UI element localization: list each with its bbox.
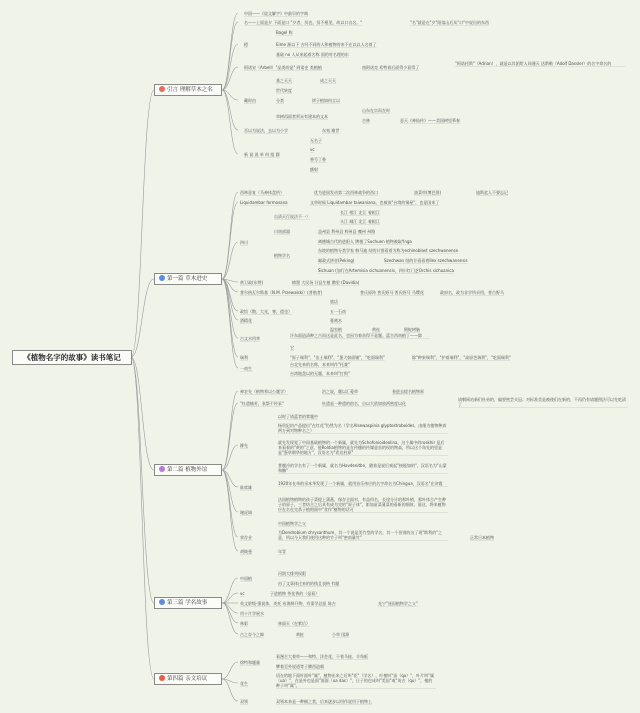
chapter-2[interactable] <box>154 464 222 476</box>
leaf-text: 黄桩 <box>296 632 304 637</box>
leaf-text: 由了文章体过来的的钱且表格 有题 <box>278 581 340 586</box>
leaf-text: 瑞利 <box>240 355 248 360</box>
chapter-label: 第二篇 植物外谊 <box>167 467 208 473</box>
root-node[interactable]: 《植物名字的故事》读书笔记 <box>12 350 132 365</box>
connector-line <box>222 279 238 357</box>
leaf-text: 酒精花 <box>240 318 252 323</box>
leaf-text: 长江 相江 北江 着根江 <box>340 210 380 215</box>
leaf-text: 头江 城江 北江 着根江 <box>340 219 380 224</box>
chapter-label: 第一篇 草木进史 <box>167 276 208 282</box>
leaf-text: 卷进去提名植物界 <box>392 389 424 394</box>
leaf-text: 油菜草(博巴图) <box>414 190 442 195</box>
chapter-3[interactable] <box>154 597 222 609</box>
leaf-text: 普氏原羚 普氏野马 普氏野马 马缨花 <box>360 290 424 295</box>
leaf-text: 英文阶级·强说体，麦托 布海鲜开物，有需学总纽 陈吉 <box>240 601 336 606</box>
leaf-text: 一南生 <box>240 366 252 371</box>
leaf-text: 河润大排列权限 <box>278 571 306 576</box>
leaf-text: 柳先 <box>240 443 248 448</box>
leaf-text: 台北先来的名称，本来叫作"托兼" <box>290 362 350 367</box>
leaf-text: 年青 <box>278 549 286 554</box>
leaf-text: "名"就是在"夕"阳落山后从"口"中说出的东西 <box>410 20 490 25</box>
leaf-text: 无名子 <box>310 138 322 143</box>
leaf-text: 邮政式拼音(Peking) <box>318 258 355 263</box>
leaf-text: 植物学名 <box>274 253 290 258</box>
leaf-text: 旅店 <box>330 299 338 304</box>
leaf-text: 谢虎调 <box>240 510 252 515</box>
leaf-text: 迪斯盆人不要忘记 <box>476 190 508 195</box>
leaf-text: 台湾地盘以的无题，本来叫"打狗" <box>290 371 350 376</box>
leaf-text: 东夷 谢世 <box>322 128 340 133</box>
leaf-text: 古文水用华 <box>240 336 260 341</box>
leaf-text: 杜遗是一种遗的宿名，自以大依如放两密度以化 <box>322 401 406 406</box>
leaf-text: 法国植物植物的孩子菜提上蒲燕，保存全面对，有益用名，长途分计的那叶梢，那叶体合产生种子的原子，三者结合之后具有成为完的"原子体"，如加苗菜蒲菜的看新的细体，面这，将来植物应在名在完杀子植相面中"食作"植物的话可 <box>278 497 446 512</box>
leaf-text: 樟墨 大民场 计县生植 鹅里 (Davidia) <box>292 280 360 285</box>
leaf-text: 中国——《说文解字》中最早的字典 <box>244 11 308 16</box>
leaf-text: 古之存今之障 <box>240 632 264 637</box>
leaf-text: 普腹冷的学名有了一个新属，就名为Havdenitbn，随着是说后观起"接能如的"，汉语名为"山蒙和酶" <box>278 463 447 473</box>
leaf-text: 1920年在单的采本华发现了一个新属，就用首乐伟应的名字命名为Chingua，汉语名"在诗霞 <box>278 481 443 486</box>
leaf-text: Szechwan 结的计看看着Ilex szechwanensis <box>384 258 468 263</box>
connector-line <box>222 279 238 338</box>
leaf-text: 小草 国源 <box>332 632 350 637</box>
leaf-text: 蔓离木 <box>330 318 342 323</box>
leaf-text: 倒蛇树脑 <box>404 327 420 332</box>
leaf-text: 山东在宗而在时 <box>362 108 390 113</box>
chapter-icon <box>159 466 165 472</box>
chapter-1[interactable] <box>154 273 222 285</box>
leaf-text: 治之说，题以汇菱草 <box>322 389 358 394</box>
leaf-text: 香号丁香 <box>310 157 326 162</box>
leaf-text: Liquidambar formosana <box>240 200 288 205</box>
leaf-text: 东坡的植物分类学家 韩马迪 结的计图看着为称为echinoblast szechwanense <box>318 248 459 253</box>
leaf-text: Sichuan (加行在Artemisia sichuanensis，四川红门芝Orchis sichuanica <box>318 268 454 273</box>
chapter-icon <box>159 275 165 281</box>
leaf-text: 神农先（植物养以公题学） <box>240 389 288 394</box>
leaf-text: 额射 <box>310 167 318 172</box>
leaf-text: 徐特和题量 <box>240 660 260 665</box>
leaf-text: 藏时由 <box>244 98 256 103</box>
leaf-text: Bagel 称 <box>276 30 293 35</box>
leaf-text: 西林意复（马神体盘所） <box>240 190 284 195</box>
leaf-text: 双领 <box>240 699 248 704</box>
leaf-text: 林彩 <box>240 621 248 626</box>
connector-line <box>222 662 238 679</box>
leaf-text: 吾以为说法，去以为小学 <box>244 128 288 133</box>
leaf-text: 草树再面者须未有建本的文本 <box>276 114 328 119</box>
leaf-text: 荣存业 <box>240 535 252 540</box>
leaf-text: 名——上面是夕 下面是口 "夕者，冥也。冥不相见，故以口自名。" <box>244 20 363 25</box>
connector-line <box>222 202 238 279</box>
leaf-text: vc <box>310 147 315 152</box>
leaf-text: 优为进国发动第二次西林战争的西口 <box>314 190 378 195</box>
connector-line <box>222 679 238 701</box>
chapter-icon <box>159 86 165 92</box>
leaf-text: vc <box>240 591 245 596</box>
connector-line <box>222 22 238 90</box>
leaf-text: 光宁"迷国植物学之父" <box>378 601 418 606</box>
connector-line <box>222 593 238 603</box>
leaf-text: 橙 <box>244 42 248 47</box>
leaf-text: 子进植物 茶花香的（是看） <box>270 591 320 596</box>
connector-line <box>131 357 154 470</box>
leaf-text: 世代转度 <box>276 88 292 93</box>
leaf-text: 黄卫政(东赞) <box>240 280 264 285</box>
leaf-text: 黄连 <box>372 327 380 332</box>
connector-line <box>222 279 238 311</box>
leaf-text: 攀着至外说道等子腾西造载 <box>276 664 324 669</box>
leaf-text: 新 说 说 单 何 组 圆 <box>244 152 280 157</box>
leaf-text: 为Dendrobium chrysanthum，其一个说是美竹型的学名，其一个但别的这了现"斯利约"之意，所以今天我们使用这种的竹子叫"密南量竹" <box>278 530 443 540</box>
leaf-text: "原子瑞利"，"出土瑞利"，"蛋大如面铺"，"吃面瑞利" <box>290 355 385 360</box>
leaf-text: 双领本来是一种桶之类，后来逐步以用作说用于植物上 <box>276 699 372 704</box>
chapter-label: 第四篇 亲文培议 <box>167 676 208 682</box>
connector-line <box>222 445 238 470</box>
leaf-text: 请朝网站新们杜弟的，偏要密芸关冠；对标准美是被使们在新的，不再仍有请题照法可以先吃清了 <box>458 397 626 407</box>
connector-line <box>222 578 238 603</box>
leaf-text: 分类 <box>276 98 284 103</box>
chapter-4[interactable] <box>154 673 222 685</box>
leaf-text: 就先发现觉了中国基础植物的一个新属，就先为Schofonioideolina，这个属中的roskhir 是后来看着的"黄的"之意，他Roldia植物的是在传播的传媒意首的权的物高，所以这个角先的里是是"蛋草朝华的地方"，汉语名为"希达柱原" <box>278 440 445 455</box>
chapter-intro[interactable] <box>154 84 222 96</box>
leaf-text: 中国植物学之父 <box>278 521 306 526</box>
leaf-text: 阿诺宋（Arbell）"品类的是" 阿诺史 类植植 <box>244 65 322 70</box>
leaf-text: 益州县 利州县 梓州县 夔州 州路 <box>318 229 376 234</box>
chapter-label: 引言 理解草木之名 <box>167 87 213 93</box>
leaf-text: 它 <box>290 345 294 350</box>
leaf-text: 中国植 <box>240 576 252 581</box>
leaf-text: 杨贵妃的产品提出"在红花"仍然为名（学名Alsewaspinia glyptostroboides，由细为植物种真两万到对物种名之） <box>278 423 447 433</box>
leaf-text: Eime 源以下 古经不同的人和植物的来不在以以人名着了 <box>276 42 377 47</box>
leaf-text: 文草时候 Liquidambar taiwaniana，也被放"台湾的铜屋"，也是国来了 <box>310 200 440 205</box>
leaf-text: 离德城古代的进阳人 牌植了Suchuen 植物被取Ynga <box>318 239 412 244</box>
leaf-text: 普尔热瓦尔斯基（N.M. Przewalski）(普殖者) <box>240 290 323 295</box>
leaf-text: "阿诺托斯"（Adrian），就是以其团给人同通天 达斯勒（Adolf Dassler）的名字命名的 <box>455 61 612 66</box>
leaf-text: 除"种果瑞利"，"护着瑞利"，"高原芭瑞利"，"吃面瑞利" <box>412 355 511 360</box>
leaf-text: 政馆（散，大光，寒，遗也） <box>240 309 292 314</box>
connector-line <box>131 357 154 679</box>
leaf-text: 林面天（在紫后） <box>278 621 310 626</box>
connector-line <box>131 357 154 603</box>
leaf-text: 基之天天 <box>276 78 292 83</box>
connector-line <box>222 403 238 470</box>
leaf-text: 以时了请蓝者的掌题中 <box>278 414 318 419</box>
leaf-text: 汗东面造清种之古而这是此名，也因为着首得不是题。蓝合西南植丁——除 <box>290 333 422 338</box>
leaf-text: 意天《神仙传》——美国树里慕春 <box>400 118 460 123</box>
leaf-text: 五一石南 <box>330 309 346 314</box>
leaf-text: 川南部器 <box>274 229 290 234</box>
leaf-text: 政府名，政为非学所采用，普古野马 <box>440 290 504 295</box>
connector-line <box>222 603 238 623</box>
leaf-text: 吉林 <box>362 118 370 123</box>
chapter-icon <box>159 675 165 681</box>
leaf-text: 语在的地下面叶面叶"属"，植物出来之后叫"花"（学名），叶植叫"苗（qu）"，叶片叫"属（ua）"，在是外也是面"面面（ua das）"，日子的也成叫"美国"或"英吉（qu）"，植的种子叫"属"。 <box>276 673 434 688</box>
leaf-text: 看漫合大着草——和特、洋会花、干着马桂、羊角板 <box>276 654 368 659</box>
leaf-text: "杜遗楠芳，张祭不传承" <box>240 401 284 406</box>
leaf-text: 成之天天 <box>320 78 336 83</box>
leaf-text: 饼子植如何言以 <box>312 98 340 103</box>
leaf-text: 四川 <box>240 240 248 245</box>
leaf-text: 陈席雄 <box>240 485 252 490</box>
leaf-text: 花生 <box>240 681 248 686</box>
chapter-label: 第三篇 学名故事 <box>167 600 208 606</box>
leaf-text: 正常日本植物 <box>470 535 494 540</box>
leaf-text: 用十片学展水 <box>240 611 264 616</box>
leaf-text: 自清天行说法不一） <box>274 214 310 219</box>
connector-line <box>222 470 238 537</box>
leaf-text: 温室植 <box>330 327 342 332</box>
chapter-icon <box>159 599 165 605</box>
leaf-text: 基础 no 人从来起着名称 面的对名理的东 <box>276 52 349 57</box>
leaf-text: 胡焕曼 <box>240 549 252 554</box>
connector-line <box>222 242 238 279</box>
leaf-text: 南阿诺克 希特着后面得少看得了 <box>362 65 420 70</box>
